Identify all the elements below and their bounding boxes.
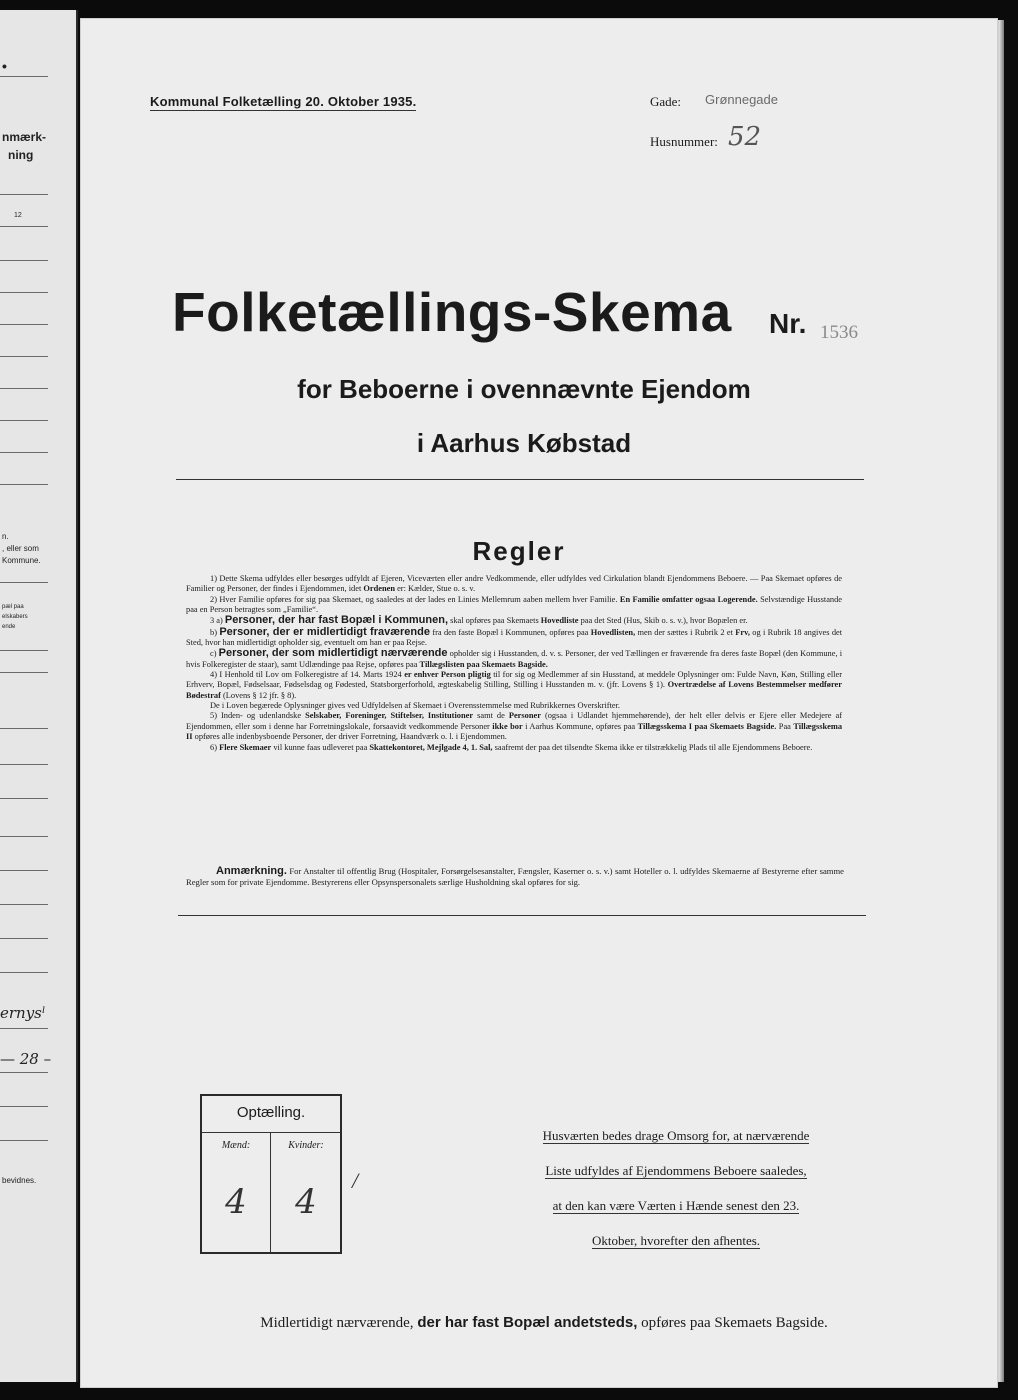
gade-value: Grønnegade <box>705 92 778 107</box>
husvaerten-line: at den kan være Værten i Hænde senest den 23. <box>552 1198 800 1213</box>
left-rule <box>0 1140 48 1141</box>
left-rule <box>0 870 48 871</box>
left-rule <box>0 484 48 485</box>
optaelling-box <box>200 1094 342 1254</box>
left-rule <box>0 194 48 195</box>
left-page-fragment <box>0 10 78 1382</box>
left-rule <box>0 260 48 261</box>
left-rule <box>0 1106 48 1107</box>
husvaerten-line: Liste udfyldes af Ejendommens Beboere saaledes, <box>545 1163 807 1178</box>
rule-3b: b) Personer, der er midlertidigt fraværende fra den faste Bopæl i Kommunen, opføres paa Hovedlisten, men der sættes i Rubrik 2 et Frv, og i Rubrik 18 angives det Sted, hvor han midlertidigt opholder sig, eventuelt om han er paa Rejse. <box>186 625 843 648</box>
left-text-fragment: ende <box>2 624 16 630</box>
divider <box>176 479 864 480</box>
left-rule <box>0 972 48 973</box>
divider <box>178 915 866 916</box>
left-rule <box>0 388 48 389</box>
left-rule <box>0 650 48 651</box>
left-handwriting: — 28 – <box>0 1050 52 1068</box>
left-rule <box>0 764 48 765</box>
left-rule <box>0 798 48 799</box>
left-rule <box>0 356 48 357</box>
left-rule <box>0 324 48 325</box>
left-bullet: • <box>2 58 7 74</box>
optaelling-divider <box>202 1132 340 1133</box>
left-rule <box>0 292 48 293</box>
kvinder-label: Kvinder: <box>288 1140 324 1151</box>
left-rule <box>0 904 48 905</box>
gade-label: Gade: <box>650 94 682 109</box>
optaelling-title: Optælling. <box>236 1104 306 1121</box>
rule-3a: 3 a) Personer, der har fast Bopæl i Kommunen, skal opføres paa Skemaets Hovedliste paa det Sted (Hus, Skib o. s. v.), hvor Bopælen er. <box>210 614 748 627</box>
form-title: Folketællings-Skema <box>172 281 732 343</box>
left-rule <box>0 1028 48 1029</box>
regler-body <box>186 574 842 753</box>
left-rule <box>0 420 48 421</box>
anmaerkning-note <box>186 866 844 888</box>
left-column-number: 12 <box>14 212 22 219</box>
left-rule <box>0 452 48 453</box>
husnummer-value: 52 <box>728 122 762 152</box>
optaelling-column-divider <box>270 1132 271 1252</box>
left-text-fragment: bevidnes. <box>2 1176 37 1185</box>
left-rule <box>0 76 48 77</box>
husvaerten-line: Husværten bedes drage Omsorg for, at nærværende <box>542 1128 810 1143</box>
footer-note: Midlertidigt nærværende, der har fast Bopæl andetsteds, opføres paa Skemaets Bagside. <box>260 1314 828 1331</box>
rule-3c: c) Personer, der som midlertidigt nærværende opholder sig i Husstanden, d. v. s. Personer, der ved Tællingen er fraværende fra deres faste Bopæl (den Kommune, i hvis Folkeregister de staar), samt Udlændinge paa Rejse, opføres paa Tillægslisten paa Skemaets Bagside. <box>186 647 843 669</box>
rule-5: 5) Inden- og udenlandske Selskaber, Foreninger, Stiftelser, Institutioner samt de Personer (ogsaa i Udlandet hjemmehørende), der helt eller delvis er Ejere eller Medejere af Ejendommen, eller som i denne har Forretningslokale, forsaavidt vedkommende Personer ikke bor i Aarhus Kommune, opføres paa Tillægsskema I paa Skemaets Bagside. Paa Tillægsskema II opføres alle indenbysboende Personer, der driver Forretning, Haandværk o. l. i Ejendommen. <box>186 711 843 742</box>
husvaerten-line: Oktober, hvorefter den afhentes. <box>591 1233 761 1248</box>
left-text-fragment: , eller som <box>2 544 39 553</box>
left-rule <box>0 836 48 837</box>
form-subtitle: for Beboerne i ovennævnte Ejendom <box>297 374 751 404</box>
rule-4b: De i Loven begærede Oplysninger gives ved Udfyldelsen af Skemaet i Overensstemmelse med Rubrikkernes Overskrifter. <box>210 701 621 711</box>
husnummer-label: Husnummer: <box>650 134 718 149</box>
form-subtitle-city: i Aarhus Købstad <box>416 428 632 458</box>
left-text-fragment: pæl paa <box>2 604 24 610</box>
left-anmaerk-label2: ning <box>8 148 34 162</box>
rule-4: 4) I Henhold til Lov om Folkeregistre af 14. Marts 1924 er enhver Person pligtig til for sig og Medlemmer af sin Husstand, at meddele Oplysninger om: Fulde Navn, Køn, Stilling eller Erhverv, Bopæl, Fødselsaar, Fødselsdag og Fødested, Statsborgerforhold, ægteskabelig Stilling, Stilling i Husstanden m. v. (jfr. Lovens § 1). Overtrædelse af Lovens Bestemmelser medfører Bødestraf (Lovens § 12 jfr. § 8). <box>186 670 843 700</box>
census-form-page <box>80 18 998 1388</box>
kvinder-count: 4 <box>295 1182 317 1222</box>
maend-count: 4 <box>225 1182 247 1222</box>
left-text-fragment: n. <box>2 532 9 541</box>
rule-2: 2) Hver Familie opføres for sig paa Skemaet, og saaledes at der lades en Linies Mellemrum aaben mellem hver Familie. En Familie omfatter ogsaa Logerende. Selvstændige Husstande paa en Person betragtes som „Familie“. <box>186 594 843 615</box>
left-rule <box>0 226 48 227</box>
maend-label: Mænd: <box>221 1140 251 1151</box>
check-mark: / <box>352 1168 359 1193</box>
left-rule <box>0 938 48 939</box>
anmaerkning-heading: Anmærkning. <box>216 865 287 877</box>
left-anmaerk-label: nmærk- <box>2 130 47 144</box>
rule-6: 6) Flere Skemaer vil kunne faas udleveret paa Skattekontoret, Mejlgade 4, 1. Sal, saafremt der paa det tilsendte Skema ikke er tilstrækkelig Plads til alle Ejendommens Beboere. <box>210 742 813 752</box>
husvaerten-notice <box>506 1118 846 1258</box>
rule-1: 1) Dette Skema udfyldes eller besørges udfyldt af Ejeren, Viceværten eller andre Vedkommende, eller udfyldes ved Cirkulation blandt Ejendommens Beboere. — Paa Skemaet opføres de Familier og Personer, der findes i Ejendommen, idet Ordenen er: Kælder, Stue o. s. v. <box>186 574 842 594</box>
left-rule <box>0 672 48 673</box>
left-text-fragment: Kommune. <box>2 556 41 565</box>
form-nr-value: 1536 <box>820 322 858 343</box>
left-handwriting: ernysˡ <box>0 1004 46 1022</box>
left-rule <box>0 1072 48 1073</box>
left-rule <box>0 728 48 729</box>
left-text-fragment: elskabers <box>2 614 28 620</box>
regler-heading: Regler <box>472 536 566 566</box>
anmaerkning-text: For Anstalter til offentlig Brug (Hospitaler, Forsørgelsesanstalter, Fængsler, Kaserner o. s. v.) samt Hoteller o. l. udfyldes Skemaerne af Bestyrerne efter samme Regler som for private Ejendomme. Bestyrerens eller Opsynspersonalets særlige Husholdning skal opføres for sig. <box>186 866 844 887</box>
form-header-kommunal: Kommunal Folketælling 20. Oktober 1935. <box>150 94 417 109</box>
left-rule <box>0 582 48 583</box>
form-nr-label: Nr. <box>769 308 807 339</box>
